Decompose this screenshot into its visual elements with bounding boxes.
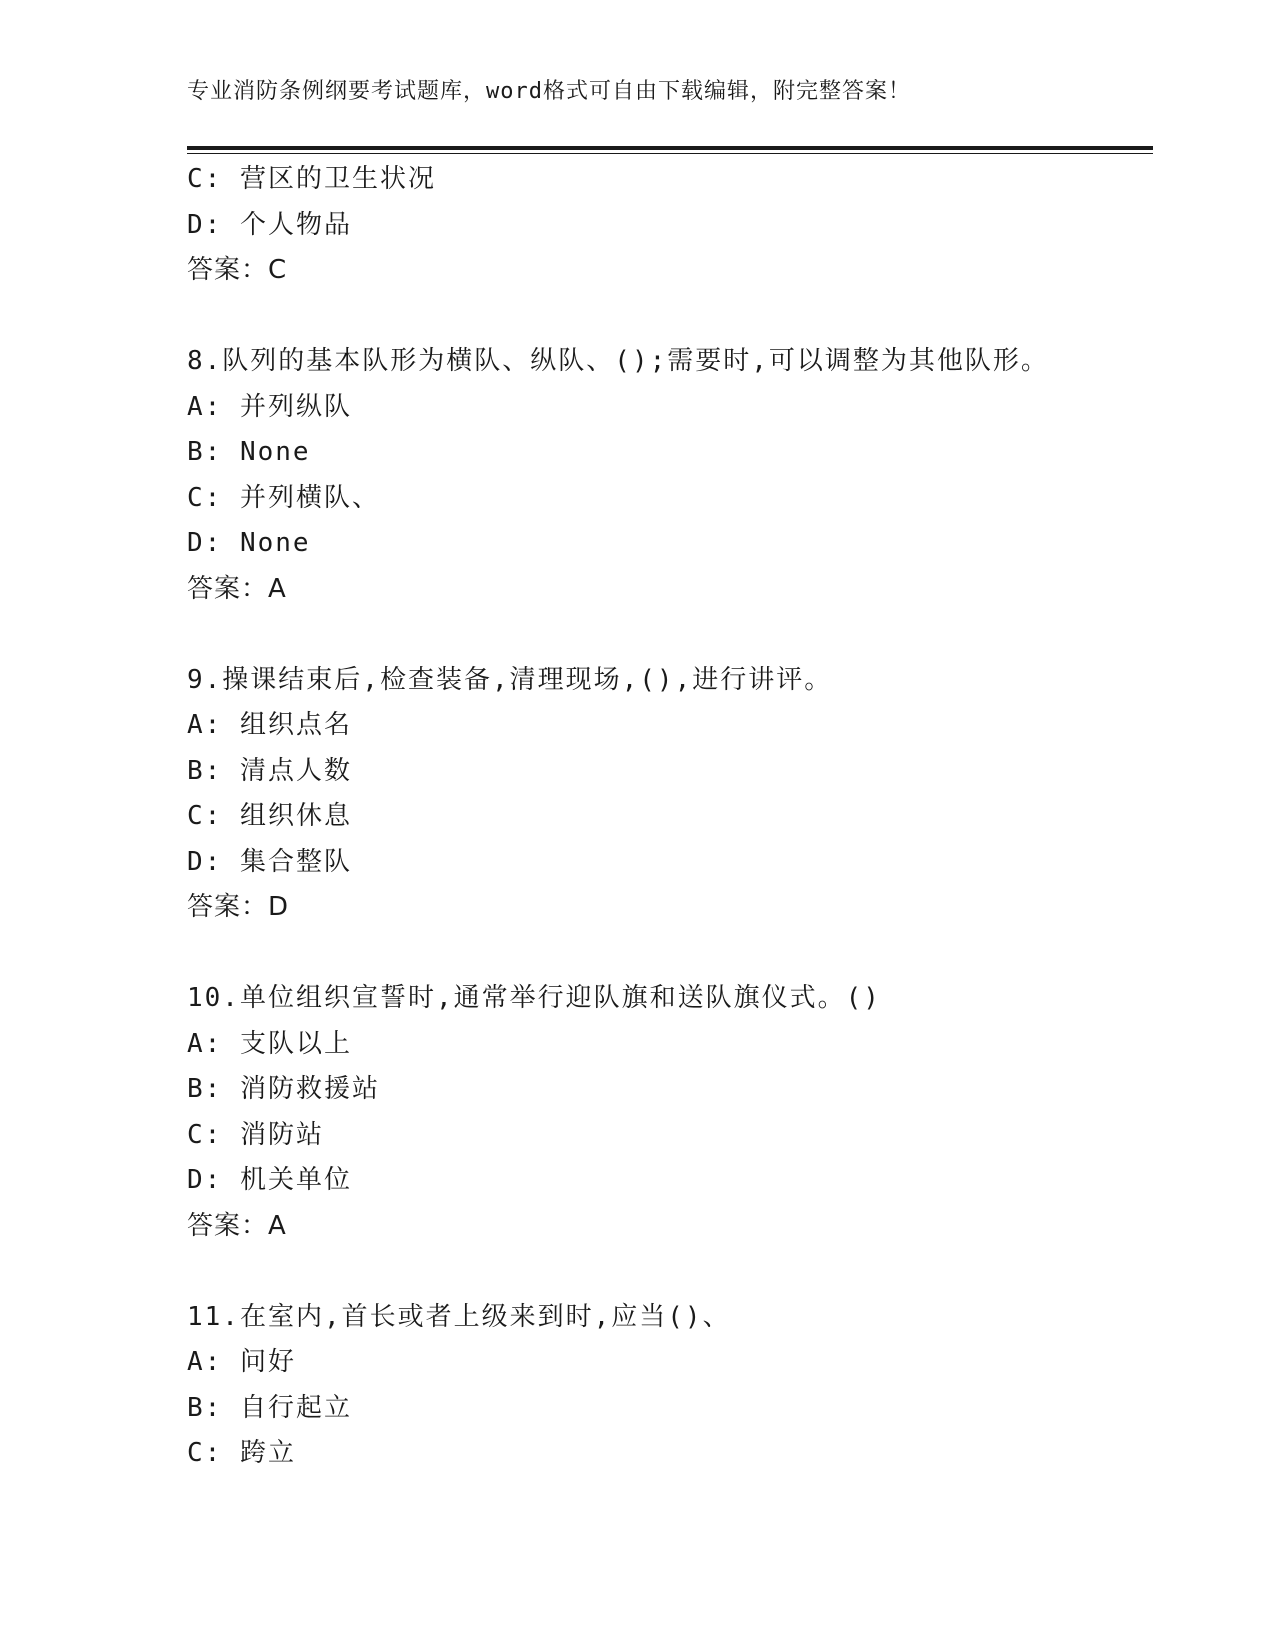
- question-stem: 11.在室内,首长或者上级来到时,应当()、: [187, 1301, 731, 1332]
- page-header: 专业消防条例纲要考试题库，word格式可自由下载编辑，附完整答案！: [187, 79, 911, 104]
- answer-line: 答案：C: [187, 255, 288, 285]
- question-stem: 9.操课结束后,检查装备,清理现场,(),进行讲评。: [187, 664, 833, 695]
- blank-line: [187, 1249, 1153, 1295]
- blank-line: [187, 294, 1153, 340]
- option-line: D: None: [187, 528, 311, 558]
- option-line: C: 消防站: [187, 1119, 324, 1150]
- answer-line: 答案：A: [187, 1210, 287, 1241]
- answer-line: 答案：A: [187, 573, 287, 604]
- header-divider-thick: [187, 146, 1153, 150]
- question-list: [187, 157, 1153, 1477]
- option-line: B: 消防救援站: [187, 1074, 380, 1104]
- question-stem: 10.单位组织宣誓时,通常举行迎队旗和送队旗仪式。(): [187, 983, 881, 1013]
- answer-line: 答案：D: [187, 892, 290, 922]
- option-line: C: 营区的卫生状况: [187, 164, 436, 194]
- option-line: C: 组织休息: [187, 801, 352, 831]
- option-line: A: 支队以上: [187, 1028, 352, 1059]
- question-stem: 8.队列的基本队形为横队、纵队、();需要时,可以调整为其他队形。: [187, 346, 1049, 376]
- option-line: D: 个人物品: [187, 209, 352, 240]
- option-line: A: 组织点名: [187, 710, 352, 740]
- option-line: D: 集合整队: [187, 846, 352, 877]
- option-line: D: 机关单位: [187, 1165, 352, 1195]
- header-divider-thin: [187, 153, 1153, 154]
- option-line: C: 并列横队、: [187, 482, 380, 513]
- option-line: A: 问好: [187, 1347, 296, 1377]
- option-line: C: 跨立: [187, 1438, 296, 1468]
- blank-line: [187, 931, 1153, 977]
- blank-line: [187, 612, 1153, 658]
- option-line: B: 清点人数: [187, 755, 352, 786]
- option-line: A: 并列纵队: [187, 391, 352, 422]
- option-line: B: 自行起立: [187, 1392, 352, 1423]
- option-line: B: None: [187, 437, 311, 467]
